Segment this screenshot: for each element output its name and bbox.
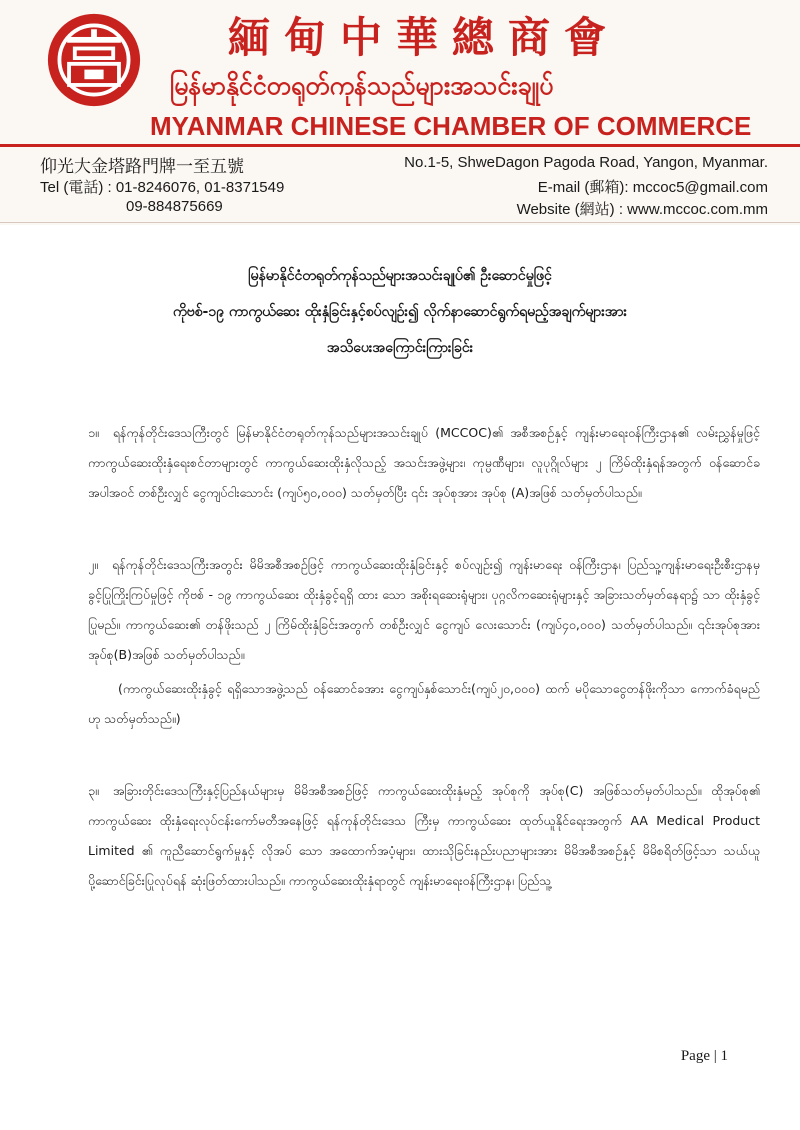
paragraph-text: အခြားတိုင်းဒေသကြီးနှင့်ပြည်နယ်များမှ မိမိအစီအစဉ်ဖြင့် ကာကွယ်ဆေးထိုးနှံမည့် အုပ်စုကို အုပ်စု(C) အဖြစ်သတ်မှတ်ပါသည်။ ထိုအုပ်စု၏ ကာကွယ်ဆေး ထိုးနှံရေးလုပ်ငန်းကော်မတီအနေဖြင့် ရန်ကုန်တိုင်းဒေသ ကြီးမှ ကာကွယ်ဆေး ထုတ်ယူနိုင်ရေးအတွက် AA Medical Product Limited ၏ ကူညီဆောင်ရွက်မှုနှင့် လိုအပ် သော အထောက်အပံ့များ၊ ထားသိုခြင်းနည်းပညာများအား မိမိအစီအစဉ်နှင့် မိမိစရိတ်ဖြင့်သာ သယ်ယူ ပို့ဆောင်ခြင်းပြုလုပ်ရန် ဆုံးဖြတ်ထားပါသည်။ ကာကွယ်ဆေးထိုးနှံရာတွင် ကျန်းမာရေးဝန်ကြီးဌာန၊ ပြည်သူ့ bbox=[88, 783, 760, 888]
address-chinese: 仰光大金塔路門牌一至五號 bbox=[40, 157, 244, 177]
paragraph-text: ရန်ကုန်တိုင်းဒေသကြီးတွင် မြန်မာနိုင်ငံတရုတ်ကုန်သည်များအသင်းချုပ် (MCCOC)၏ အစီအစဉ်နှင့် ကျန်းမာရေးဝန်ကြီးဌာန၏ လမ်းညွှန်မှုဖြင့် ကာကွယ်ဆေးထိုးနှံရေးစင်တာများတွင် ကာကွယ်ဆေးထိုးနှံလိုသည့် အသင်းအဖွဲ့များ၊ ကုမ္ပဏီများ၊ လူပုဂ္ဂိုလ်များ ၂ ကြိမ်ထိုးနှံရန်အတွက် ဝန်ဆောင်ခ အပါအဝင် တစ်ဦးလျှင် ငွေကျပ်ငါးသောင်း (ကျပ်၅၀,၀၀၀) သတ်မှတ်ပြီး ၎င်း အုပ်စုအား အုပ်စု (A)အဖြစ် သတ်မှတ်ပါသည်။ bbox=[88, 425, 760, 500]
paragraph-number: ၃။ bbox=[88, 783, 99, 798]
paragraph-number: ၁။ bbox=[88, 425, 99, 440]
mobile-number: 09-884875669 bbox=[126, 198, 223, 215]
paragraph-2 bbox=[88, 550, 760, 734]
page-number: Page | 1 bbox=[680, 1048, 728, 1064]
paragraph-text: ရန်ကုန်တိုင်းဒေသကြီးအတွင်း မိမိအစီအစဉ်ဖြင့် ကာကွယ်ဆေးထိုးနှံခြင်းနှင့် စပ်လျဉ်း၍ ကျန်းမာရေး ဝန်ကြီးဌာန၊ ပြည်သူ့ကျန်းမာရေးဦးစီးဌာနမှ ခွင့်ပြုကြိုးကြပ်မှုဖြင့် ကိုဗစ် - ၁၉ ကာကွယ်ဆေး ထိုးနှံခွင့်ရရှိ ထား သော အစိုးရဆေးရုံများ၊ ပုဂ္ဂလိကဆေးရုံများနှင့် အခြားသတ်မှတ်နေရာ၌ သာ ထိုးနှံခွင့်ပြုမည်။ ကာကွယ်ဆေး၏ တန်ဖိုးသည် ၂ ကြိမ်ထိုးနှံခြင်းအတွက် တစ်ဦးလျှင် ငွေကျပ် လေးသောင်း (ကျပ်၄၀,၀၀၀) သတ်မှတ်ပါသည်။ ၎င်းအုပ်စုအား အုပ်စု(B)အဖြစ် သတ်မှတ်ပါသည်။ bbox=[88, 557, 760, 662]
chamber-name-chinese: 緬甸中華總商會 bbox=[228, 13, 621, 62]
chamber-logo-icon bbox=[46, 12, 142, 108]
header-divider bbox=[0, 144, 800, 147]
subject-line-2: ကိုဗစ်-၁၉ ကာကွယ်ဆေး ထိုးနှံခြင်းနှင့်စပ်လျဉ်း၍ လိုက်နာဆောင်ရွက်ရမည့်အချက်များအား bbox=[172, 304, 628, 320]
document-subject bbox=[40, 258, 760, 366]
paragraph-note: (ကာကွယ်ဆေးထိုးနှံခွင့် ရရှိသောအဖွဲ့သည် ဝန်ဆောင်ခအား ငွေကျပ်နှစ်သောင်း(ကျပ်၂၀,၀၀၀) ထက် မပိုသောငွေတန်ဖိုးကိုသာ ကောက်ခံရမည်ဟု သတ်မှတ်သည်။) bbox=[88, 681, 760, 726]
paragraph-3 bbox=[88, 776, 760, 896]
document-body bbox=[88, 418, 760, 938]
chamber-name-myanmar: မြန်မာနိုင်ငံတရုတ်ကုန်သည်များအသင်းချုပ် bbox=[170, 71, 554, 100]
address-english: No.1-5, ShweDagon Pagoda Road, Yangon, Myanmar. bbox=[404, 154, 768, 171]
telephone-numbers: Tel (電話) : 01-8246076, 01-8371549 bbox=[40, 179, 285, 196]
letterhead-bottom-rule bbox=[0, 222, 800, 223]
paragraph-1 bbox=[88, 418, 760, 508]
subject-line-3: အသိပေးအကြောင်းကြားခြင်း bbox=[326, 340, 474, 356]
chamber-name-english: MYANMAR CHINESE CHAMBER OF COMMERCE bbox=[150, 111, 752, 141]
subject-line-1: မြန်မာနိုင်ငံတရုတ်ကုန်သည်များအသင်းချုပ်၏ ဦးဆောင်မှုဖြင့် bbox=[248, 268, 552, 284]
website-address: Website (網站) : www.mccoc.com.mm bbox=[516, 201, 768, 218]
letterhead bbox=[0, 0, 800, 225]
paragraph-number: ၂။ bbox=[88, 557, 98, 572]
email-address: E-mail (郵箱): mccoc5@gmail.com bbox=[537, 179, 768, 196]
